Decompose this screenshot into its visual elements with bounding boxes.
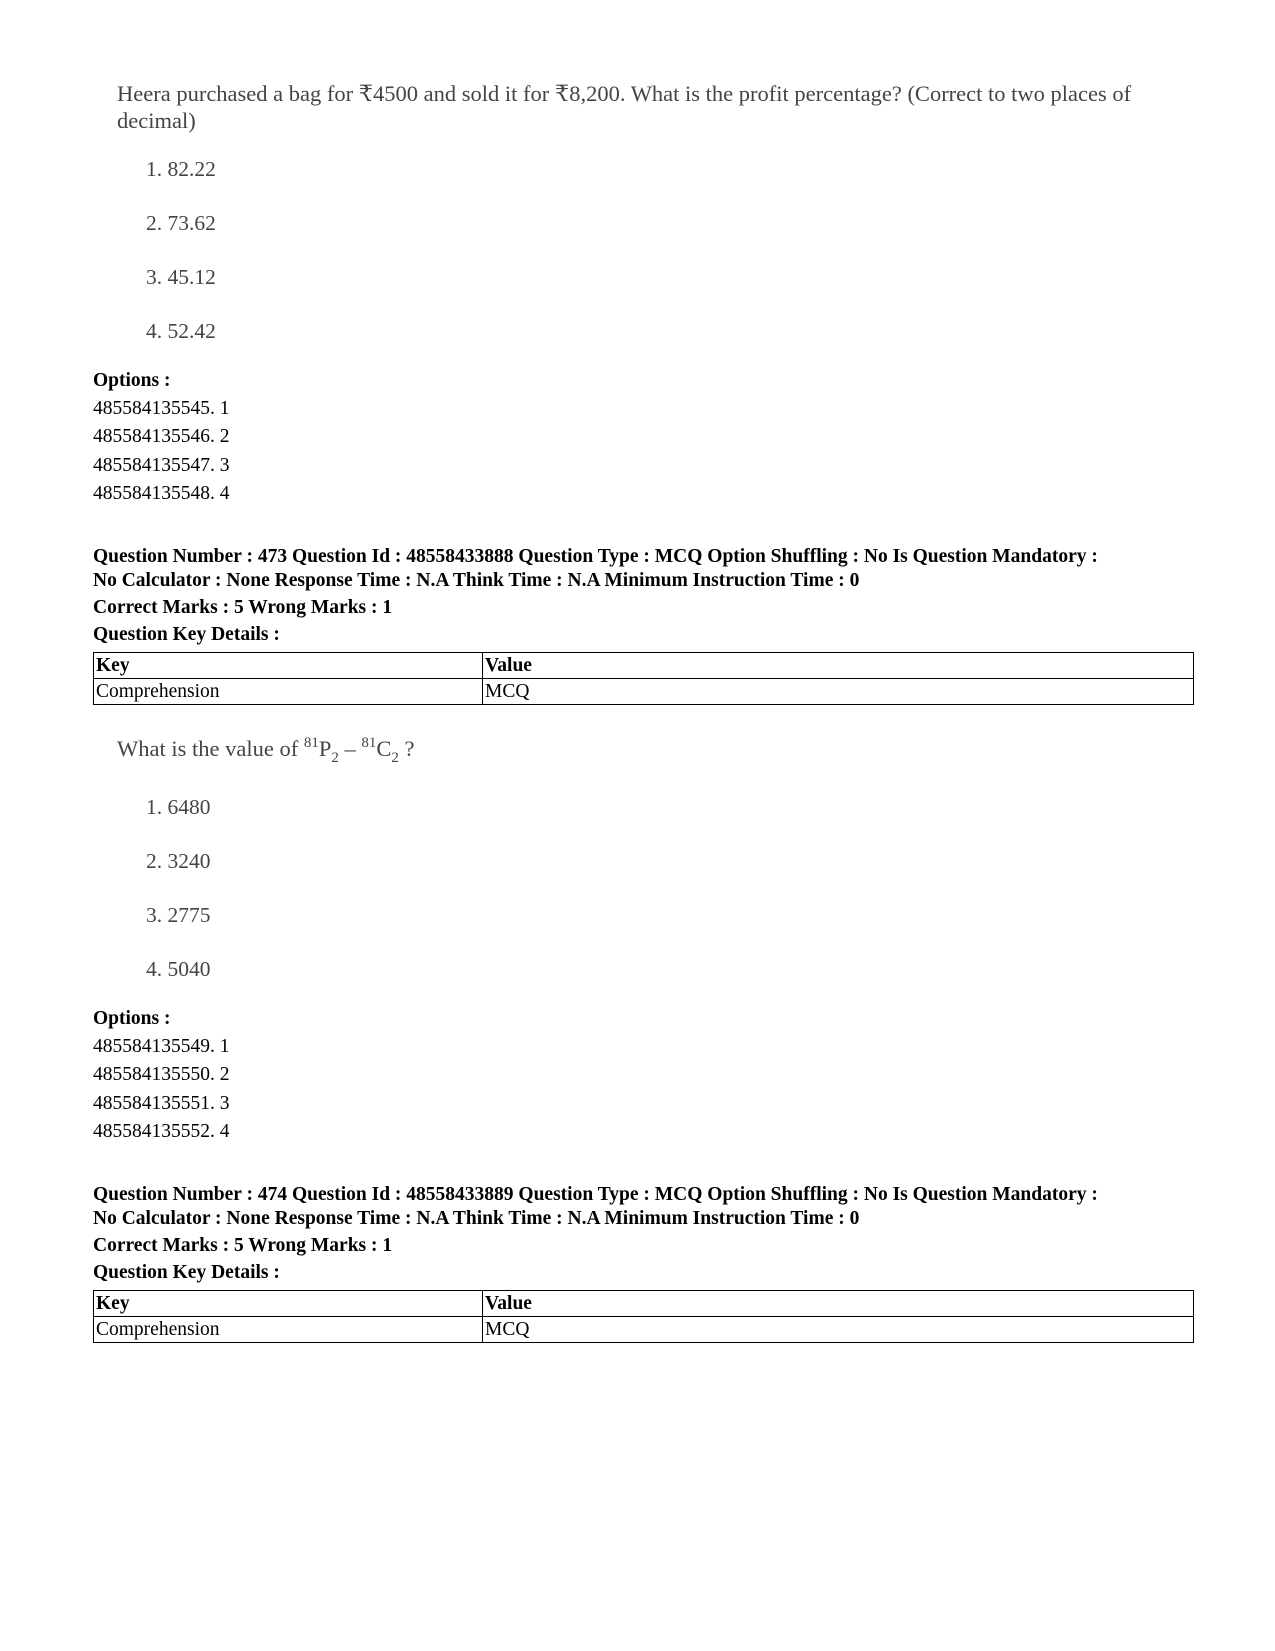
document-page <box>93 0 1193 1343</box>
question-choices <box>146 156 1193 372</box>
question-header-473 <box>93 545 1193 705</box>
choice-1: 1. 6480 <box>146 795 211 820</box>
choice-4: 4. 52.42 <box>146 319 216 343</box>
choice-4: 4. 5040 <box>146 957 211 982</box>
c-letter: C <box>376 736 392 762</box>
question-marks: Correct Marks : 5 Wrong Marks : 1 <box>93 597 393 619</box>
choice-2: 2. 3240 <box>146 849 211 874</box>
p-letter: P <box>318 736 332 762</box>
question-meta-line-1: Question Number : 473 Question Id : 48558433888 Question Type : MCQ Option Shuffling : No Is Question Mandatory : <box>93 546 1098 568</box>
option-line: 485584135551. 3 <box>93 1092 230 1114</box>
options-section <box>93 1005 1193 1146</box>
question-image-profit <box>93 80 1193 372</box>
table-header-key: Key <box>94 653 483 679</box>
question-header-474 <box>93 1183 1193 1343</box>
question-stem <box>117 735 1157 766</box>
option-line: 485584135545. 1 <box>93 398 230 419</box>
choice-3: 3. 45.12 <box>146 265 216 289</box>
question-marks: Correct Marks : 5 Wrong Marks : 1 <box>93 1235 393 1257</box>
table-row <box>94 1317 1194 1343</box>
table-cell-value: MCQ <box>483 1317 1194 1343</box>
table-header-value: Value <box>483 653 1194 679</box>
option-line: 485584135552. 4 <box>93 1121 230 1143</box>
question-image-permutation <box>93 735 1193 1010</box>
question-meta-line-1: Question Number : 474 Question Id : 48558433889 Question Type : MCQ Option Shuffling : No Is Question Mandatory : <box>93 1184 1098 1206</box>
p-superscript: 81 <box>303 735 319 752</box>
option-line: 485584135550. 2 <box>93 1064 230 1086</box>
table-row <box>94 679 1194 705</box>
c-subscript: 2 <box>391 750 399 767</box>
question-key-table <box>93 1290 1194 1343</box>
table-header-row <box>94 653 1194 679</box>
table-cell-key: Comprehension <box>94 679 483 705</box>
options-section <box>93 367 1193 508</box>
choice-1: 1. 82.22 <box>146 157 216 181</box>
option-line: 485584135548. 4 <box>93 482 230 504</box>
question-key-table <box>93 652 1194 705</box>
options-title: Options : <box>93 370 171 391</box>
question-meta-line-2: No Calculator : None Response Time : N.A Think Time : N.A Minimum Instruction Time : 0 <box>93 1208 860 1230</box>
stem-prefix: What is the value of <box>117 736 304 762</box>
c-superscript: 81 <box>361 735 377 752</box>
question-key-details-title: Question Key Details : <box>93 1262 280 1284</box>
choice-3: 3. 2775 <box>146 903 211 928</box>
table-cell-key: Comprehension <box>94 1317 483 1343</box>
table-cell-value: MCQ <box>483 679 1194 705</box>
question-meta-line-2: No Calculator : None Response Time : N.A Think Time : N.A Minimum Instruction Time : 0 <box>93 570 860 592</box>
option-line: 485584135549. 1 <box>93 1036 230 1058</box>
question-choices <box>146 794 1193 1010</box>
stem-suffix: ? <box>398 736 415 762</box>
table-header-row <box>94 1291 1194 1317</box>
question-key-details-title: Question Key Details : <box>93 624 280 646</box>
table-header-key: Key <box>94 1291 483 1317</box>
options-title: Options : <box>93 1008 171 1030</box>
minus-sign: – <box>338 736 362 762</box>
question-stem: Heera purchased a bag for ₹4500 and sold it for ₹8,200. What is the profit percentage? (Correct to two places of decimal) <box>117 81 1132 133</box>
p-subscript: 2 <box>331 750 339 767</box>
option-line: 485584135546. 2 <box>93 426 230 448</box>
option-line: 485584135547. 3 <box>93 454 230 476</box>
table-header-value: Value <box>483 1291 1194 1317</box>
choice-2: 2. 73.62 <box>146 211 216 235</box>
